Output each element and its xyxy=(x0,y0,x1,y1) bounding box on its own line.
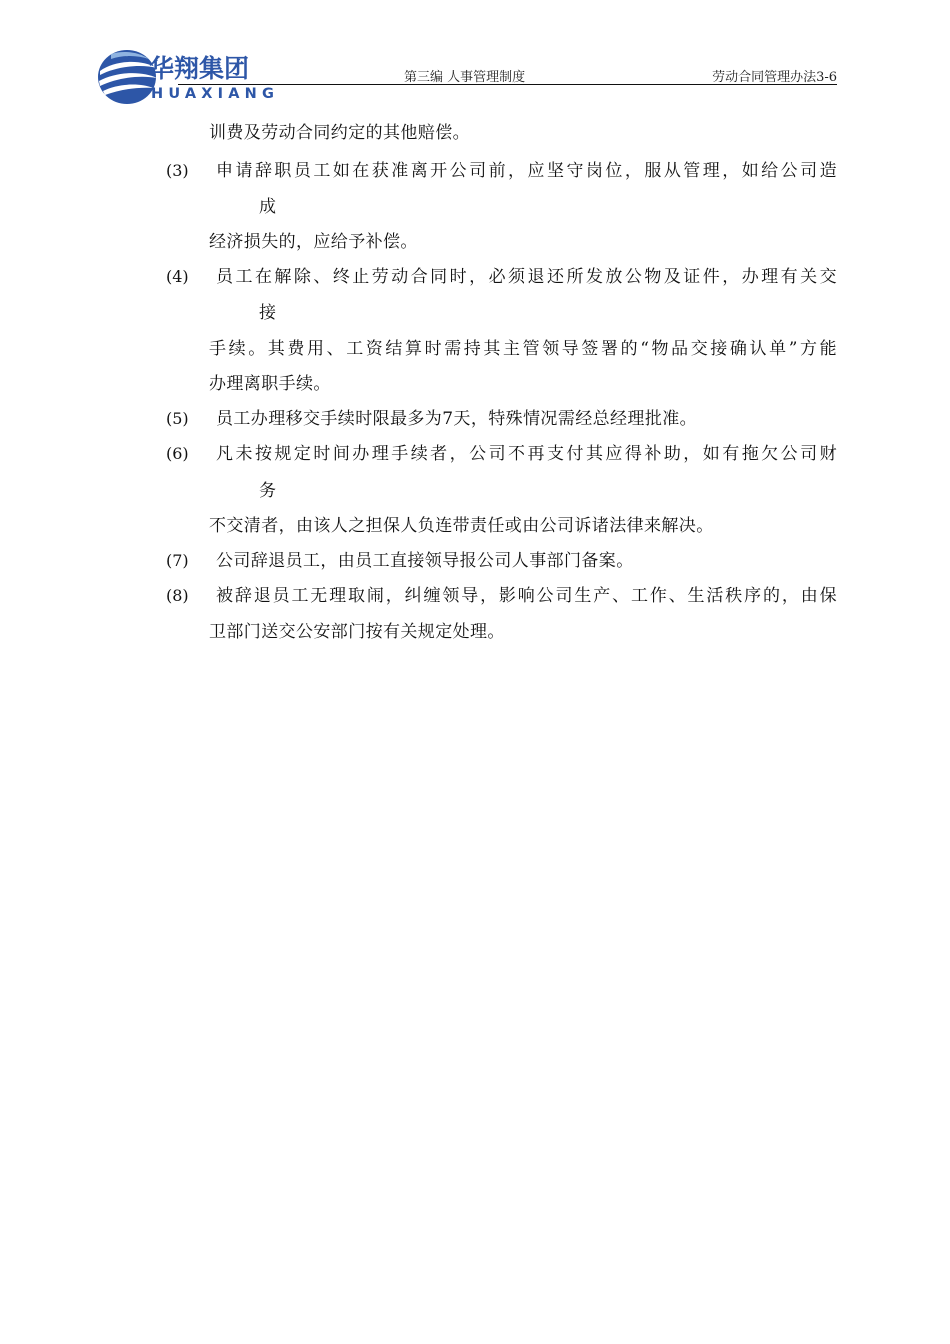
paragraph-line: 凡未按规定时间办理手续者，公司不再支付其应得补助，如有拖欠公司财 xyxy=(216,444,837,464)
list-item-number: (3) xyxy=(166,161,189,180)
list-item-number: (5) xyxy=(166,409,189,428)
list-item-number: (4) xyxy=(166,267,189,286)
list-item-number: (8) xyxy=(166,586,189,605)
paragraph-line: 接 xyxy=(259,303,277,323)
paragraph-line: 员工办理移交手续时限最多为7天，特殊情况需经总经理批准。 xyxy=(216,409,698,429)
paragraph-line: 成 xyxy=(259,197,277,217)
paragraph-line: 不交清者，由该人之担保人负连带责任或由公司诉诸法律来解决。 xyxy=(209,516,714,536)
paragraph-line: 经济损失的，应给予补偿。 xyxy=(209,232,418,252)
paragraph-line: 训费及劳动合同约定的其他赔偿。 xyxy=(209,123,470,143)
paragraph-line: 卫部门送交公安部门按有关规定处理。 xyxy=(209,622,505,642)
list-item-number: (7) xyxy=(166,551,189,570)
paragraph-line: 办理离职手续。 xyxy=(209,374,331,394)
header-divider xyxy=(178,84,837,85)
logo-name-cn: 华翔集团 xyxy=(149,54,250,83)
logo-name-en: HUAXIANG xyxy=(151,86,280,102)
paragraph-line: 手续。其费用、工资结算时需持其主管领导签署的“物品交接确认单”方能 xyxy=(209,339,837,359)
header-doc-ref: 劳动合同管理办法3-6 xyxy=(712,70,837,85)
paragraph-line: 公司辞退员工，由员工直接领导报公司人事部门备案。 xyxy=(216,551,634,571)
company-logo xyxy=(95,44,285,110)
list-item-number: (6) xyxy=(166,444,189,463)
paragraph-line: 务 xyxy=(259,481,277,501)
paragraph-line: 申请辞职员工如在获准离开公司前，应坚守岗位，服从管理，如给公司造 xyxy=(216,161,837,181)
swirl-globe-logo-icon xyxy=(95,44,285,110)
paragraph-line: 被辞退员工无理取闹，纠缠领导，影响公司生产、工作、生活秩序的，由保 xyxy=(216,586,837,606)
header-section-title: 第三编 人事管理制度 xyxy=(404,70,526,85)
paragraph-line: 员工在解除、终止劳动合同时，必须退还所发放公物及证件，办理有关交 xyxy=(216,267,837,287)
